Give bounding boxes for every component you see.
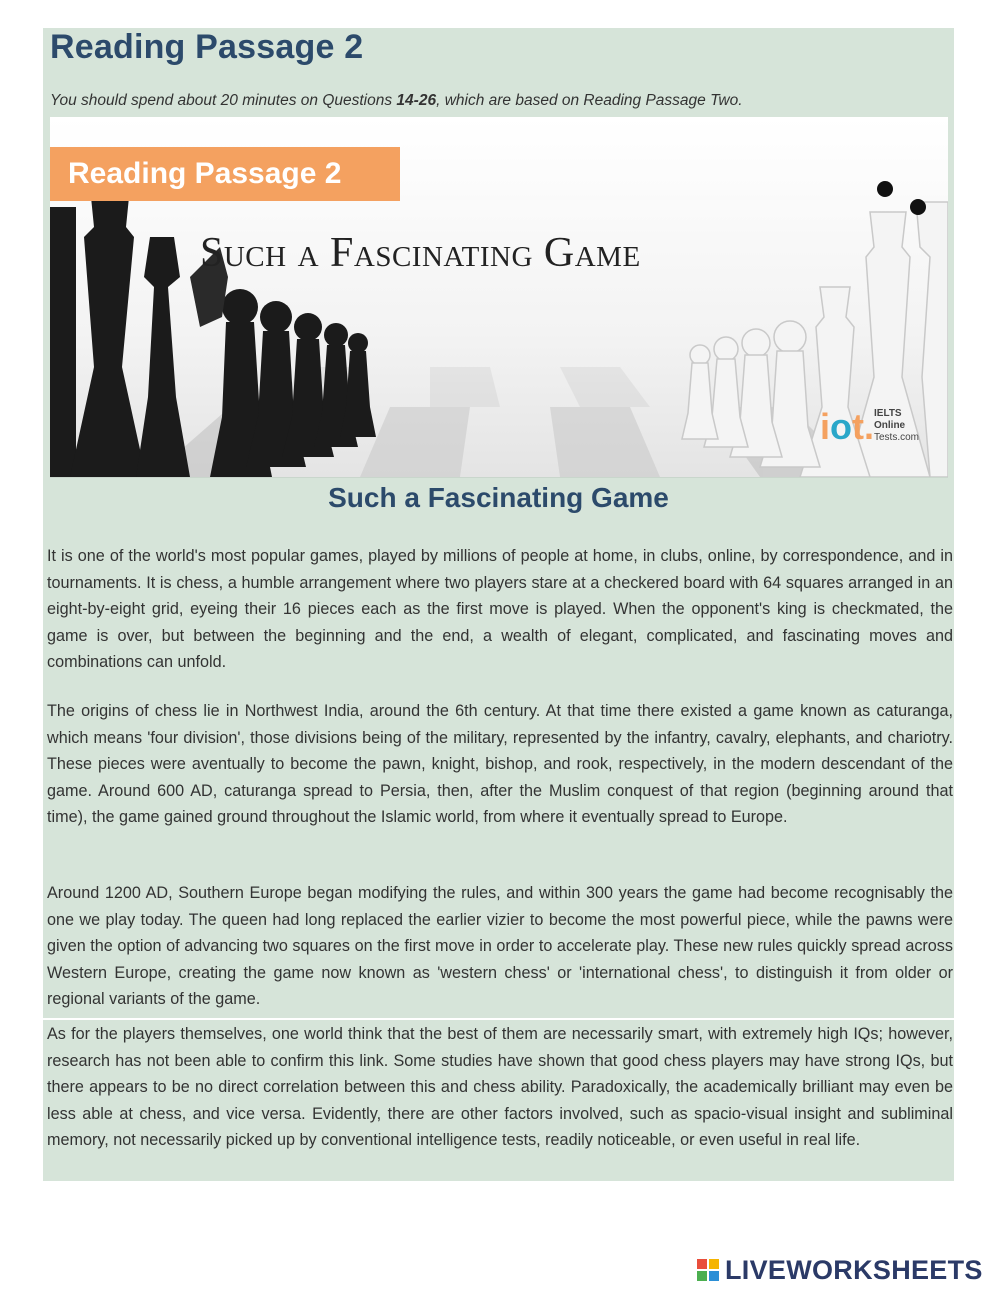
liveworksheets-icon — [697, 1259, 721, 1281]
black-pawn-tops — [877, 181, 926, 215]
banner-badge: Reading Passage 2 — [50, 147, 400, 201]
logo-line: IELTS — [874, 408, 902, 419]
article-paragraph: The origins of chess lie in Northwest India, around the 6th century. At that time there existed a game known as caturanga, which means 'four division', those divisions being of the military, represented by the infantry, cavalry, elephants, and chariotry. These pieces were aventually to become the pawn, knight, bishop, and rook, respectively, in the modern descendant of the game. Around 600 AD, caturanga spread to Persia, then, after the Muslim conquest of that region (beginning around that time), the game gained ground throughout the Islamic world, from where it eventually spread to Europe. — [47, 702, 953, 827]
liveworksheets-logo[interactable] — [697, 1255, 997, 1287]
page-title: Reading Passage 2 — [50, 28, 364, 66]
worksheet-panel — [43, 28, 954, 1181]
article-heading: Such a Fascinating Game — [328, 482, 669, 513]
article-paragraph: As for the players themselves, one world think that the best of them are necessarily smart, with extremely high IQs; however, research has not been able to confirm this link. Some studies have shown that good chess players may have strong IQs, but there appears to be no direct correlation between this and chess ability. Paradoxically, the academically brilliant may even be less able at chess, and vice versa. Evidently, there are other factors involved, such as spacio-visual insight and subliminal memory, not necessarily picked up by conventional intelligence tests, readily noticeable, or even useful in real life. — [47, 1025, 953, 1150]
ielts-online-tests-logo — [820, 405, 940, 449]
article-paragraph: Around 1200 AD, Southern Europe began modifying the rules, and within 300 years the game had become recognisably the one we play today. The queen had long replaced the earlier vizier to become the most powerful piece, while the pawns were given the option of advancing two squares on the first move in order to accelerate play. These new rules quickly spread across Western Europe, creating the game now known as 'western chess' or 'international chess', to distinguish it from older or regional variants of the game. — [47, 884, 953, 1009]
article-paragraph: It is one of the world's most popular games, played by millions of people at home, in clubs, online, by correspondence, and in tournaments. It is chess, a humble arrangement where two players stare at a checkered board with 64 squares arranged in an eight-by-eight grid, eyeing their 16 pieces each as the first move is played. When the opponent's king is checkmated, the game is over, but between the beginning and the end, a wealth of elegant, complicated, and fascinating moves and combinations can unfold. — [47, 547, 953, 672]
instructions — [50, 92, 743, 110]
question-range: 14-26 — [396, 92, 437, 109]
instructions-suffix: , which are based on Reading Passage Two. — [436, 92, 743, 109]
instructions-prefix: You should spend about 20 minutes on Questions — [50, 92, 397, 109]
logo-line: Tests.com — [874, 432, 920, 443]
banner-title: Such a Fascinating Game — [200, 230, 641, 276]
paragraph-divider — [43, 1018, 954, 1020]
liveworksheets-brand: LIVEWORKSHEETS — [725, 1255, 983, 1285]
logo-mark: iot. — [820, 406, 875, 447]
logo-text — [874, 408, 919, 444]
chess-banner-image — [50, 117, 948, 478]
logo-line: Online — [874, 420, 906, 431]
